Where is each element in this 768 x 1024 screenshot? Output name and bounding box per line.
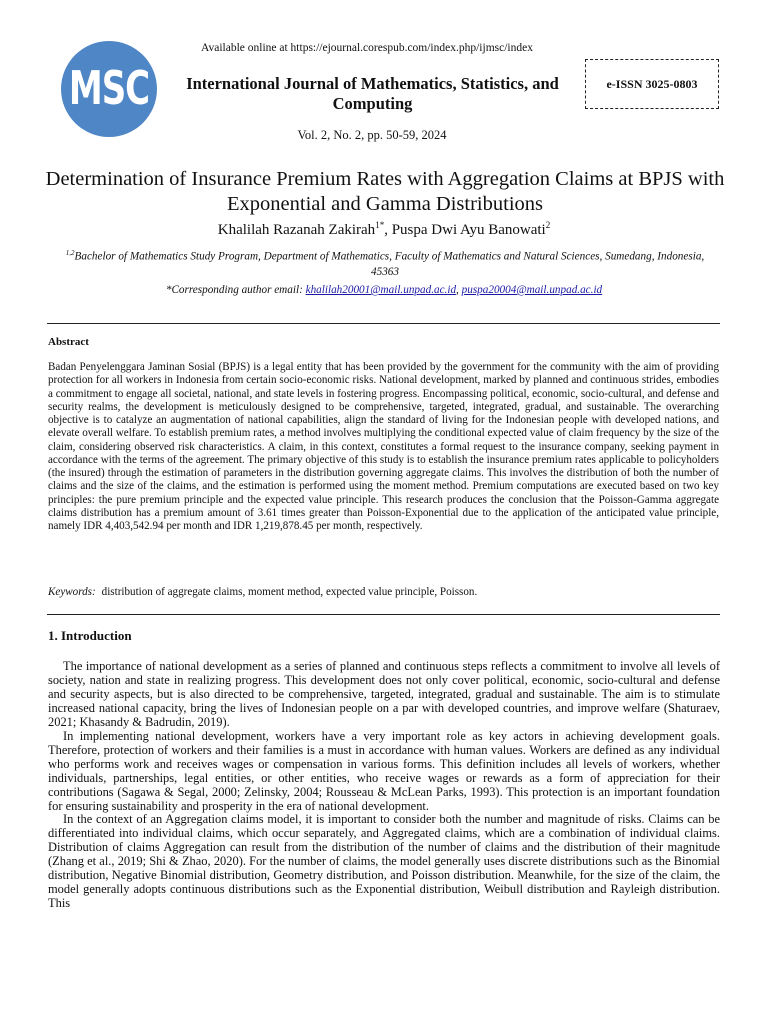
logo-text: MSC	[68, 62, 150, 116]
paper-title: Determination of Insurance Premium Rates with Aggregation Claims at BPJS with Exponential and Gamma Distributions	[45, 168, 725, 215]
corresponding-label: *Corresponding author email:	[165, 284, 306, 296]
journal-name: International Journal of Mathematics, Statistics, and Computing	[186, 74, 559, 113]
email-link[interactable]: khalilah20001@mail.unpad.ac.id	[305, 284, 457, 296]
author-separator: ,	[384, 222, 392, 238]
divider	[47, 323, 720, 324]
email-link[interactable]: puspa20004@mail.unpad.ac.id	[461, 284, 603, 296]
keywords-label: Keywords:	[48, 586, 96, 598]
author-superscript: 2	[545, 220, 551, 230]
journal-logo	[61, 41, 157, 137]
abstract-heading: Abstract	[48, 336, 89, 348]
affiliation	[60, 246, 710, 280]
section-body	[48, 660, 720, 911]
volume-info: Vol. 2, No. 2, pp. 50-59, 2024	[297, 128, 447, 142]
issn-text: e-ISSN 3025-0803	[606, 76, 698, 91]
paragraph: The importance of national development as a series of planned and continuous steps reflects a commitment to involve all levels of society, nation and state in realizing progress. This development does not only cover political, economic, socio-cultural and defense and security aspects, but is also directed to be comprehensive, targeted, integrated, gradual and sustainable. The aim is to stimulate increased national capacity, bring the lives of Indonesian people on a par with developed countries, and improve welfare (Shaturaev, 2021; Khasandy & Badrudin, 2019).	[48, 659, 720, 729]
divider	[47, 614, 720, 615]
email-separator: ,	[456, 284, 462, 296]
affiliation-superscript: 1,2	[65, 249, 75, 257]
paragraph: In the context of an Aggregation claims model, it is important to consider both the number and magnitude of risks. Claims can be differentiated into individual claims, which occur separately, and Aggregated claims, which are a combination of individual claims. Distribution of claims Aggregation can result from the distribution of the number of claims and the distribution of their magnitude (Zhang et al., 2019; Shi & Zhao, 2020). For the number of claims, the model generally uses discrete distributions such as the Binomial distribution, Negative Binomial distribution, Geometry distribution, and Poisson distribution. Meanwhile, for the size of the claim, the model generally adopts continuous distributions such as the Exponential distribution, Weibull distribution and Rayleigh distribution. This	[48, 812, 720, 911]
abstract-text: Badan Penyelenggara Jaminan Sosial (BPJS) is a legal entity that has been provided by the government for the community with the aim of providing protection for all workers in Indonesia from certain socio-economic risks. National development, marked by planned and continuous strides, embodies a commitment to engage all societal, national, and state levels in fostering progress. Encompassing political, economic, socio-cultural, and defense and security realms, the development is meticulously designed to be comprehensive, targeted, integrated, gradual, and sustainable. The overarching objective is to catalyze an augmentation of national capabilities, align the standard of living for the Indonesian people with developed nations, and elevate overall welfare. To establish premium rates, a method involves multiplying the conditional expected value of claim frequency by the size of the claim, considering observed risk characteristics. A claim, in this context, constitutes a formal request to the insurance company, seeking payment in accordance with the terms of the agreement. The primary objective of this study is to establish the insurance premium rates applicable to policyholders (the insured) through the estimation of parameters in the distribution governing aggregate claims. This involves the distribution of both the number of claims and the size of the claims, and the estimation is performed using the moment method. Premium computations are executed based on two key principles: the pure premium principle and the expected value principle. This research produces the conclusion that the Poisson-Gamma aggregate claims distribution has a premium amount of 3.61 times greater than Poisson-Exponential due to the application of the anticipated value principle, namely IDR 4,403,542.94 per month and IDR 1,219,878.45 per month, respectively.	[48, 361, 719, 532]
author-name: Khalilah Razanah Zakirah	[217, 222, 376, 238]
issn-box	[585, 59, 719, 109]
author-line	[0, 220, 768, 239]
section-heading: 1. Introduction	[48, 628, 132, 643]
affiliation-text: Bachelor of Mathematics Study Program, Department of Mathematics, Faculty of Mathematics and Natural Sciences, Sumedang, Indonesia, 45363	[74, 250, 705, 278]
available-online-line: Available online at https://ejournal.corespub.com/index.php/ijmsc/index	[201, 42, 533, 54]
author-name: Puspa Dwi Ayu Banowati	[391, 222, 546, 238]
keywords	[48, 586, 719, 598]
author-superscript: 1*	[375, 220, 385, 230]
keywords-text: distribution of aggregate claims, moment method, expected value principle, Poisson.	[101, 586, 478, 598]
corresponding-author	[0, 284, 768, 296]
paragraph: In implementing national development, workers have a very important role as key actors in achieving development goals. Therefore, protection of workers and their families is a must in accordance with human values. Workers are defined as any individual who performs work and receives wages or compensation in various forms. This definition includes all levels of workers, whether individuals, partnerships, legal entities, or other entities, who receive wages or rewards as a form of appreciation for their contributions (Sagawa & Segal, 2000; Zelinsky, 2004; Rousseau & McLean Parks, 1993). This protection is an important foundation for ensuring sustainability and prosperity in the era of national development.	[48, 728, 720, 813]
